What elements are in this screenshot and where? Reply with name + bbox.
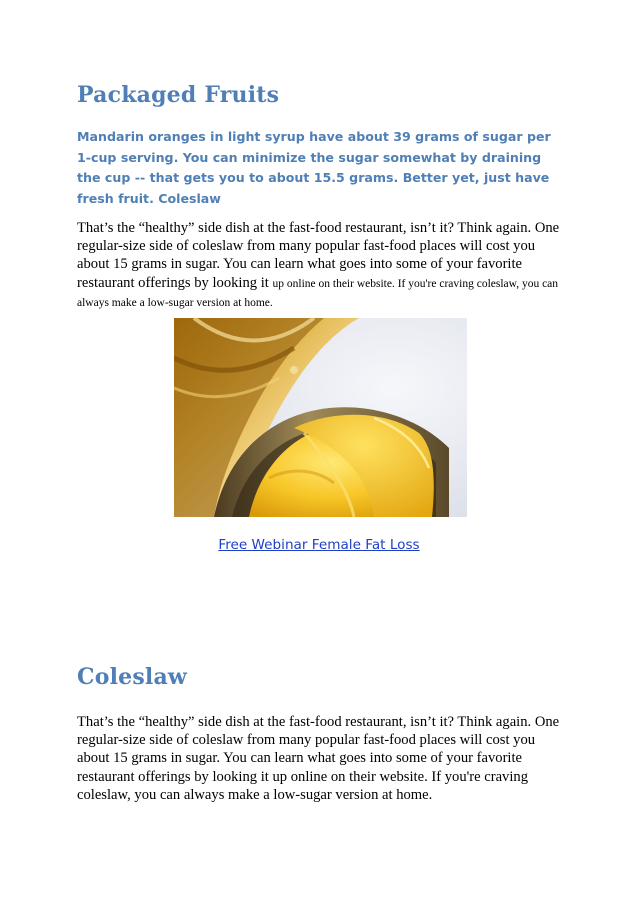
paragraph-main-text: That’s the “healthy” side dish at the fast-food restaurant, isn’t it? Think again. One regular-size side of coleslaw from many popular fast-food places will cost you about 15 grams in sugar. You can learn what goes into some of your favorite restaurant offerings by looking it [77,220,560,291]
section-heading-packaged-fruits: Packaged Fruits [77,82,280,108]
body-paragraph [77,219,567,312]
coleslaw-paragraph: That’s the “healthy” side dish at the fast-food restaurant, isn’t it? Think again. One regular-size side of coleslaw from many popular fast-food places will cost you about 15 grams in sugar. You can learn what goes into some of your favorite restaurant offerings by looking it up online on their website. If you're craving coleslaw, you can always make a low-sugar version at home. [77,714,560,803]
free-webinar-link[interactable]: Free Webinar Female Fat Loss [218,537,420,553]
canned-peaches-photo [174,318,467,517]
canned-peaches-image [174,318,467,517]
section-subheading: Mandarin oranges in light syrup have about 39 grams of sugar per 1-cup serving. You can minimize the sugar somewhat by draining the cup -- that gets you to about 15.5 grams. Better yet, just have fresh fruit. Coleslaw [77,129,551,206]
section-heading-coleslaw: Coleslaw [77,664,188,690]
paragraph-small-text: up online on their website. If you're craving coleslaw, you can always make a low-sugar version at home. [77,277,559,309]
